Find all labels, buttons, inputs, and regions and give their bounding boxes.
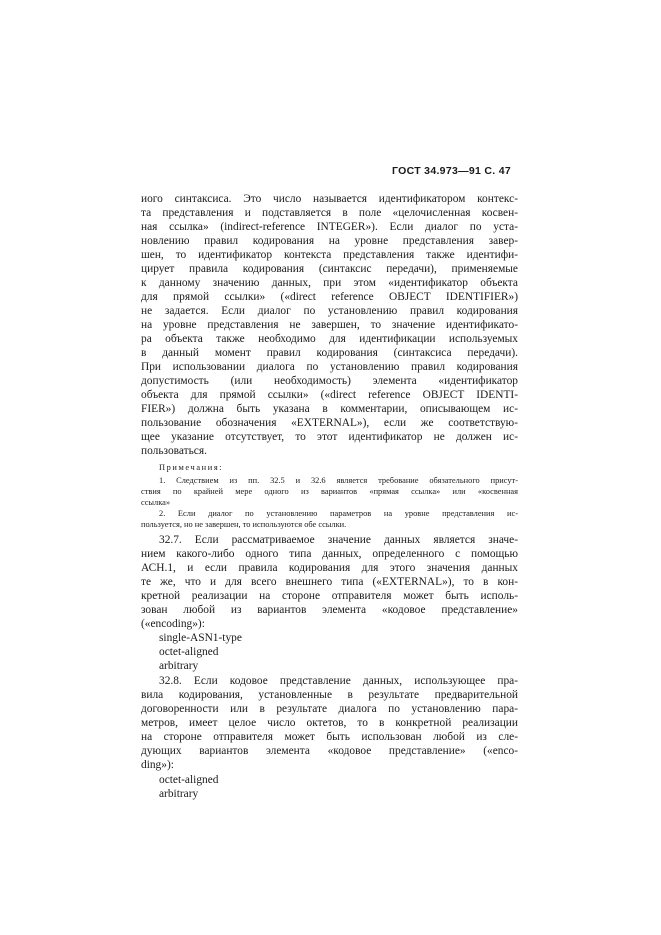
code-item: arbitrary	[159, 660, 199, 672]
note-line: ствия по крайней мере одного из вариантов «прямая ссылка» или «косвенная	[141, 487, 518, 496]
para1-line: пользоваться.	[141, 445, 207, 457]
para1-line: в данный момент правил кодирования (синтаксиса передачи).	[141, 347, 518, 359]
para1-line: объекта для прямой ссылки» («direct reference OBJECT IDENTI-	[141, 389, 518, 401]
para2-line: кретной реализации на стороне отправителя может быть исполь-	[141, 590, 518, 602]
para2-line: 32.7. Если рассматриваемое значение данных является значе-	[159, 534, 518, 546]
code-item: arbitrary	[159, 788, 199, 800]
para3-line: метров, имеет целое число октетов, то в конкретной реализации	[141, 717, 518, 729]
para3-line: договоренности или в результате диалога по установлению пара-	[141, 703, 518, 715]
para1-line: цирует правила кодирования (синтаксис передачи), применяемые	[141, 263, 518, 275]
para1-line: новлению правил кодирования на уровне представления завер-	[141, 235, 518, 247]
para1-line: щее указание отсутствует, то этот идентификатор не должен ис-	[141, 431, 518, 443]
note-line: 1. Следствием из пп. 32.5 и 32.6 является требование обязательного присут-	[159, 476, 518, 485]
para2-line: («encoding»):	[141, 618, 205, 630]
para2-line: нием какого-либо одного типа данных, определенного с помощью	[141, 548, 518, 560]
para1-line: шен, то идентификатор контекста представления также идентифи-	[141, 249, 518, 261]
note-line: 2. Если диалог по установлению параметров на уровне представления ис-	[159, 509, 518, 518]
para2-line: те же, что и для всего внешнего типа («EXTERNAL»), то в кон-	[141, 576, 518, 588]
para2-line: зован любой из вариантов элемента «кодовое представление»	[141, 604, 518, 616]
para3-line: дующих вариантов элемента «кодовое представление» («enco-	[141, 745, 518, 757]
para1-line: допустимость (или необходимость) элемента «идентификатор	[141, 375, 518, 387]
para1-line: к данному значению данных, при этом «идентификатор объекта	[141, 277, 518, 289]
para3-line: вила кодирования, установленные в результате предварительной	[141, 689, 518, 701]
para3-line: ding»):	[141, 759, 174, 771]
para1-line: для прямой ссылки» («direct reference OBJECT IDENTIFIER»)	[141, 291, 518, 303]
note-line: пользуется, но не завершен, то используются обе ссылки.	[141, 520, 347, 529]
note-line: ссылка»	[141, 498, 171, 507]
code-item: single-ASN1-type	[159, 632, 242, 644]
para1-line: ная ссылка» (indirect-reference INTEGER»). Если диалог по уста-	[141, 221, 518, 233]
notes-title: Примечания:	[159, 463, 224, 472]
para1-line: та представления и подставляется в поле «целочисленная косвен-	[141, 207, 518, 219]
code-item: octet-aligned	[159, 774, 219, 786]
code-item: octet-aligned	[159, 646, 219, 658]
para1-line: ра объекта также необходимо для идентификации используемых	[141, 333, 518, 345]
para1-line: FIER») должна быть указана в комментарии, описывающем ис-	[141, 403, 518, 415]
para3-line: на стороне отправителя может быть использован любой из сле-	[141, 731, 518, 743]
para1-line: иого синтаксиса. Это число называется идентификатором контекс-	[141, 193, 518, 205]
para3-line: 32.8. Если кодовое представление данных, использующее пра-	[159, 675, 518, 687]
para2-line: АСН.1, и если правила кодирования для этого значения данных	[141, 562, 518, 574]
para1-line: При использовании диалога по установлению правил кодирования	[141, 361, 518, 373]
page-header: ГОСТ 34.973—91 С. 47	[392, 165, 511, 177]
para1-line: не задается. Если диалог по установлению правил кодирования	[141, 305, 518, 317]
para1-line: на уровне представления не завершен, то значение идентификато-	[141, 319, 518, 331]
para1-line: пользование обозначения «EXTERNAL»), если же соответствую-	[141, 417, 518, 429]
